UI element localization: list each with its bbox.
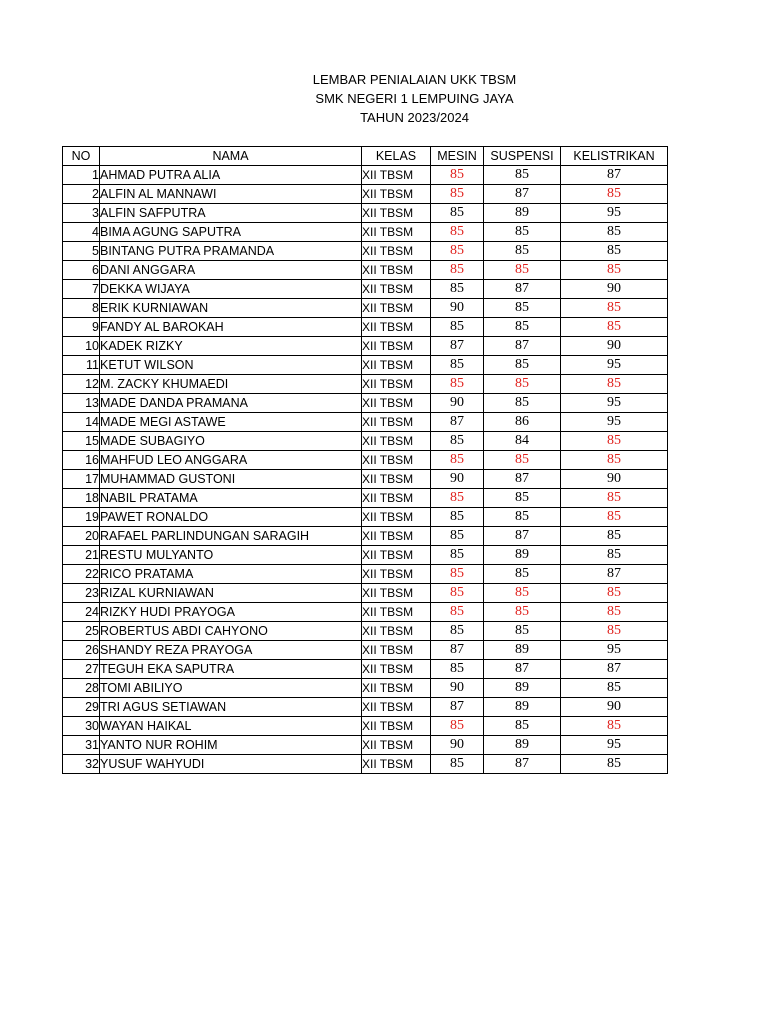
table-row [63, 489, 668, 508]
row-number-cell: 1 [63, 166, 100, 185]
table-row [63, 679, 668, 698]
table-row [63, 660, 668, 679]
column-header-kelistrikan: KELISTRIKAN [561, 147, 668, 166]
student-name-cell: RESTU MULYANTO [100, 546, 362, 565]
column-header-no: NO [63, 147, 100, 166]
table-row [63, 546, 668, 565]
suspensi-score-cell: 85 [484, 717, 561, 736]
kelistrikan-score-cell: 95 [561, 413, 668, 432]
class-cell: XII TBSM [362, 546, 431, 565]
table-row [63, 508, 668, 527]
suspensi-score-cell: 85 [484, 451, 561, 470]
kelistrikan-score-cell: 85 [561, 432, 668, 451]
student-name-cell: TRI AGUS SETIAWAN [100, 698, 362, 717]
student-name-cell: DEKKA WIJAYA [100, 280, 362, 299]
suspensi-score-cell: 85 [484, 565, 561, 584]
mesin-score-cell: 85 [431, 755, 484, 774]
kelistrikan-score-cell: 85 [561, 527, 668, 546]
header-row [63, 147, 668, 166]
table-row [63, 299, 668, 318]
class-cell: XII TBSM [362, 717, 431, 736]
student-name-cell: MADE SUBAGIYO [100, 432, 362, 451]
class-cell: XII TBSM [362, 185, 431, 204]
suspensi-score-cell: 87 [484, 280, 561, 299]
class-cell: XII TBSM [362, 660, 431, 679]
kelistrikan-score-cell: 90 [561, 470, 668, 489]
suspensi-score-cell: 85 [484, 299, 561, 318]
row-number-cell: 19 [63, 508, 100, 527]
row-number-cell: 20 [63, 527, 100, 546]
table-row [63, 223, 668, 242]
student-name-cell: MADE DANDA PRAMANA [100, 394, 362, 413]
header-title: LEMBAR PENIALAIAN UKK TBSM [312, 72, 517, 87]
mesin-score-cell: 90 [431, 679, 484, 698]
table-row [63, 565, 668, 584]
student-name-cell: DANI ANGGARA [100, 261, 362, 280]
student-name-cell: KETUT WILSON [100, 356, 362, 375]
class-cell: XII TBSM [362, 299, 431, 318]
student-name-cell: ALFIN SAFPUTRA [100, 204, 362, 223]
row-number-cell: 11 [63, 356, 100, 375]
table-row [63, 413, 668, 432]
kelistrikan-score-cell: 85 [561, 584, 668, 603]
row-number-cell: 21 [63, 546, 100, 565]
class-cell: XII TBSM [362, 679, 431, 698]
mesin-score-cell: 85 [431, 451, 484, 470]
class-cell: XII TBSM [362, 755, 431, 774]
suspensi-score-cell: 89 [484, 546, 561, 565]
row-number-cell: 23 [63, 584, 100, 603]
class-cell: XII TBSM [362, 280, 431, 299]
row-number-cell: 17 [63, 470, 100, 489]
student-name-cell: KADEK RIZKY [100, 337, 362, 356]
table-row [63, 698, 668, 717]
mesin-score-cell: 90 [431, 394, 484, 413]
row-number-cell: 12 [63, 375, 100, 394]
class-cell: XII TBSM [362, 508, 431, 527]
class-cell: XII TBSM [362, 736, 431, 755]
table-row [63, 622, 668, 641]
mesin-score-cell: 90 [431, 299, 484, 318]
mesin-score-cell: 85 [431, 204, 484, 223]
kelistrikan-score-cell: 95 [561, 204, 668, 223]
suspensi-score-cell: 85 [484, 603, 561, 622]
suspensi-score-cell: 89 [484, 736, 561, 755]
kelistrikan-score-cell: 95 [561, 394, 668, 413]
row-number-cell: 13 [63, 394, 100, 413]
student-name-cell: RAFAEL PARLINDUNGAN SARAGIH [100, 527, 362, 546]
kelistrikan-score-cell: 95 [561, 356, 668, 375]
class-cell: XII TBSM [362, 489, 431, 508]
mesin-score-cell: 85 [431, 432, 484, 451]
suspensi-score-cell: 87 [484, 755, 561, 774]
column-header-kelas: KELAS [362, 147, 431, 166]
row-number-cell: 31 [63, 736, 100, 755]
class-cell: XII TBSM [362, 166, 431, 185]
student-name-cell: RICO PRATAMA [100, 565, 362, 584]
mesin-score-cell: 85 [431, 622, 484, 641]
student-name-cell: TOMI ABILIYO [100, 679, 362, 698]
suspensi-score-cell: 85 [484, 242, 561, 261]
mesin-score-cell: 85 [431, 280, 484, 299]
mesin-score-cell: 87 [431, 413, 484, 432]
row-number-cell: 29 [63, 698, 100, 717]
table-row [63, 451, 668, 470]
suspensi-score-cell: 87 [484, 470, 561, 489]
kelistrikan-score-cell: 85 [561, 755, 668, 774]
row-number-cell: 3 [63, 204, 100, 223]
suspensi-score-cell: 85 [484, 375, 561, 394]
class-cell: XII TBSM [362, 356, 431, 375]
class-cell: XII TBSM [362, 223, 431, 242]
class-cell: XII TBSM [362, 318, 431, 337]
table-row [63, 375, 668, 394]
student-name-cell: PAWET RONALDO [100, 508, 362, 527]
mesin-score-cell: 87 [431, 641, 484, 660]
student-name-cell: YANTO NUR ROHIM [100, 736, 362, 755]
mesin-score-cell: 85 [431, 660, 484, 679]
kelistrikan-score-cell: 85 [561, 318, 668, 337]
mesin-score-cell: 85 [431, 584, 484, 603]
table-row [63, 736, 668, 755]
suspensi-score-cell: 85 [484, 356, 561, 375]
class-cell: XII TBSM [362, 432, 431, 451]
table-row [63, 204, 668, 223]
student-name-cell: BIMA AGUNG SAPUTRA [100, 223, 362, 242]
student-name-cell: MUHAMMAD GUSTONI [100, 470, 362, 489]
kelistrikan-score-cell: 90 [561, 337, 668, 356]
student-name-cell: FANDY AL BAROKAH [100, 318, 362, 337]
suspensi-score-cell: 87 [484, 185, 561, 204]
class-cell: XII TBSM [362, 394, 431, 413]
table-row [63, 394, 668, 413]
table-row [63, 318, 668, 337]
mesin-score-cell: 85 [431, 356, 484, 375]
class-cell: XII TBSM [362, 622, 431, 641]
student-name-cell: TEGUH EKA SAPUTRA [100, 660, 362, 679]
student-name-cell: WAYAN HAIKAL [100, 717, 362, 736]
kelistrikan-score-cell: 85 [561, 299, 668, 318]
table-row [63, 242, 668, 261]
row-number-cell: 32 [63, 755, 100, 774]
kelistrikan-score-cell: 90 [561, 280, 668, 299]
mesin-score-cell: 85 [431, 223, 484, 242]
suspensi-score-cell: 85 [484, 223, 561, 242]
row-number-cell: 2 [63, 185, 100, 204]
mesin-score-cell: 85 [431, 717, 484, 736]
suspensi-score-cell: 85 [484, 261, 561, 280]
suspensi-score-cell: 89 [484, 679, 561, 698]
student-name-cell: RIZKY HUDI PRAYOGA [100, 603, 362, 622]
kelistrikan-score-cell: 85 [561, 679, 668, 698]
suspensi-score-cell: 89 [484, 204, 561, 223]
student-name-cell: SHANDY REZA PRAYOGA [100, 641, 362, 660]
mesin-score-cell: 90 [431, 736, 484, 755]
kelistrikan-score-cell: 85 [561, 508, 668, 527]
table-row [63, 432, 668, 451]
class-cell: XII TBSM [362, 413, 431, 432]
row-number-cell: 7 [63, 280, 100, 299]
document-header [62, 70, 767, 127]
kelistrikan-score-cell: 85 [561, 451, 668, 470]
class-cell: XII TBSM [362, 698, 431, 717]
student-name-cell: ERIK KURNIAWAN [100, 299, 362, 318]
student-name-cell: NABIL PRATAMA [100, 489, 362, 508]
row-number-cell: 10 [63, 337, 100, 356]
kelistrikan-score-cell: 85 [561, 242, 668, 261]
row-number-cell: 5 [63, 242, 100, 261]
suspensi-score-cell: 89 [484, 698, 561, 717]
class-cell: XII TBSM [362, 204, 431, 223]
row-number-cell: 24 [63, 603, 100, 622]
mesin-score-cell: 85 [431, 375, 484, 394]
suspensi-score-cell: 87 [484, 527, 561, 546]
class-cell: XII TBSM [362, 641, 431, 660]
student-name-cell: BINTANG PUTRA PRAMANDA [100, 242, 362, 261]
row-number-cell: 18 [63, 489, 100, 508]
kelistrikan-score-cell: 85 [561, 223, 668, 242]
kelistrikan-score-cell: 87 [561, 660, 668, 679]
assessment-table [62, 146, 668, 774]
table-row [63, 261, 668, 280]
suspensi-score-cell: 85 [484, 394, 561, 413]
row-number-cell: 26 [63, 641, 100, 660]
kelistrikan-score-cell: 85 [561, 261, 668, 280]
class-cell: XII TBSM [362, 584, 431, 603]
row-number-cell: 6 [63, 261, 100, 280]
kelistrikan-score-cell: 95 [561, 641, 668, 660]
student-name-cell: MAHFUD LEO ANGGARA [100, 451, 362, 470]
kelistrikan-score-cell: 85 [561, 489, 668, 508]
mesin-score-cell: 85 [431, 546, 484, 565]
mesin-score-cell: 90 [431, 470, 484, 489]
table-row [63, 280, 668, 299]
class-cell: XII TBSM [362, 337, 431, 356]
table-row [63, 166, 668, 185]
kelistrikan-score-cell: 95 [561, 736, 668, 755]
mesin-score-cell: 85 [431, 166, 484, 185]
row-number-cell: 30 [63, 717, 100, 736]
header-school: SMK NEGERI 1 LEMPUING JAYA [315, 91, 514, 106]
mesin-score-cell: 85 [431, 185, 484, 204]
student-name-cell: M. ZACKY KHUMAEDI [100, 375, 362, 394]
mesin-score-cell: 85 [431, 508, 484, 527]
student-name-cell: RIZAL KURNIAWAN [100, 584, 362, 603]
row-number-cell: 14 [63, 413, 100, 432]
row-number-cell: 27 [63, 660, 100, 679]
kelistrikan-score-cell: 87 [561, 166, 668, 185]
row-number-cell: 9 [63, 318, 100, 337]
mesin-score-cell: 85 [431, 527, 484, 546]
class-cell: XII TBSM [362, 451, 431, 470]
suspensi-score-cell: 87 [484, 337, 561, 356]
table-row [63, 641, 668, 660]
suspensi-score-cell: 85 [484, 508, 561, 527]
table-body [63, 166, 668, 774]
column-header-suspensi: SUSPENSI [484, 147, 561, 166]
row-number-cell: 28 [63, 679, 100, 698]
mesin-score-cell: 87 [431, 698, 484, 717]
column-header-nama: NAMA [100, 147, 362, 166]
kelistrikan-score-cell: 85 [561, 603, 668, 622]
class-cell: XII TBSM [362, 565, 431, 584]
row-number-cell: 25 [63, 622, 100, 641]
student-name-cell: AHMAD PUTRA ALIA [100, 166, 362, 185]
mesin-score-cell: 85 [431, 242, 484, 261]
kelistrikan-score-cell: 85 [561, 185, 668, 204]
table-row [63, 717, 668, 736]
row-number-cell: 15 [63, 432, 100, 451]
table-row [63, 527, 668, 546]
row-number-cell: 8 [63, 299, 100, 318]
column-header-mesin: MESIN [431, 147, 484, 166]
row-number-cell: 16 [63, 451, 100, 470]
kelistrikan-score-cell: 87 [561, 565, 668, 584]
student-name-cell: MADE MEGI ASTAWE [100, 413, 362, 432]
mesin-score-cell: 85 [431, 489, 484, 508]
row-number-cell: 4 [63, 223, 100, 242]
student-name-cell: YUSUF WAHYUDI [100, 755, 362, 774]
mesin-score-cell: 85 [431, 261, 484, 280]
mesin-score-cell: 85 [431, 565, 484, 584]
kelistrikan-score-cell: 85 [561, 375, 668, 394]
kelistrikan-score-cell: 85 [561, 717, 668, 736]
suspensi-score-cell: 86 [484, 413, 561, 432]
class-cell: XII TBSM [362, 527, 431, 546]
table-row [63, 185, 668, 204]
suspensi-score-cell: 85 [484, 584, 561, 603]
suspensi-score-cell: 89 [484, 641, 561, 660]
mesin-score-cell: 85 [431, 318, 484, 337]
class-cell: XII TBSM [362, 603, 431, 622]
suspensi-score-cell: 85 [484, 489, 561, 508]
kelistrikan-score-cell: 90 [561, 698, 668, 717]
table-row [63, 584, 668, 603]
row-number-cell: 22 [63, 565, 100, 584]
class-cell: XII TBSM [362, 261, 431, 280]
mesin-score-cell: 85 [431, 603, 484, 622]
table-row [63, 470, 668, 489]
suspensi-score-cell: 85 [484, 166, 561, 185]
student-name-cell: ROBERTUS ABDI CAHYONO [100, 622, 362, 641]
student-name-cell: ALFIN AL MANNAWI [100, 185, 362, 204]
class-cell: XII TBSM [362, 375, 431, 394]
kelistrikan-score-cell: 85 [561, 622, 668, 641]
suspensi-score-cell: 87 [484, 660, 561, 679]
table-row [63, 755, 668, 774]
table-row [63, 337, 668, 356]
kelistrikan-score-cell: 85 [561, 546, 668, 565]
table-row [63, 356, 668, 375]
table-row [63, 603, 668, 622]
class-cell: XII TBSM [362, 470, 431, 489]
class-cell: XII TBSM [362, 242, 431, 261]
suspensi-score-cell: 85 [484, 318, 561, 337]
mesin-score-cell: 87 [431, 337, 484, 356]
suspensi-score-cell: 84 [484, 432, 561, 451]
suspensi-score-cell: 85 [484, 622, 561, 641]
header-year: TAHUN 2023/2024 [360, 110, 469, 125]
